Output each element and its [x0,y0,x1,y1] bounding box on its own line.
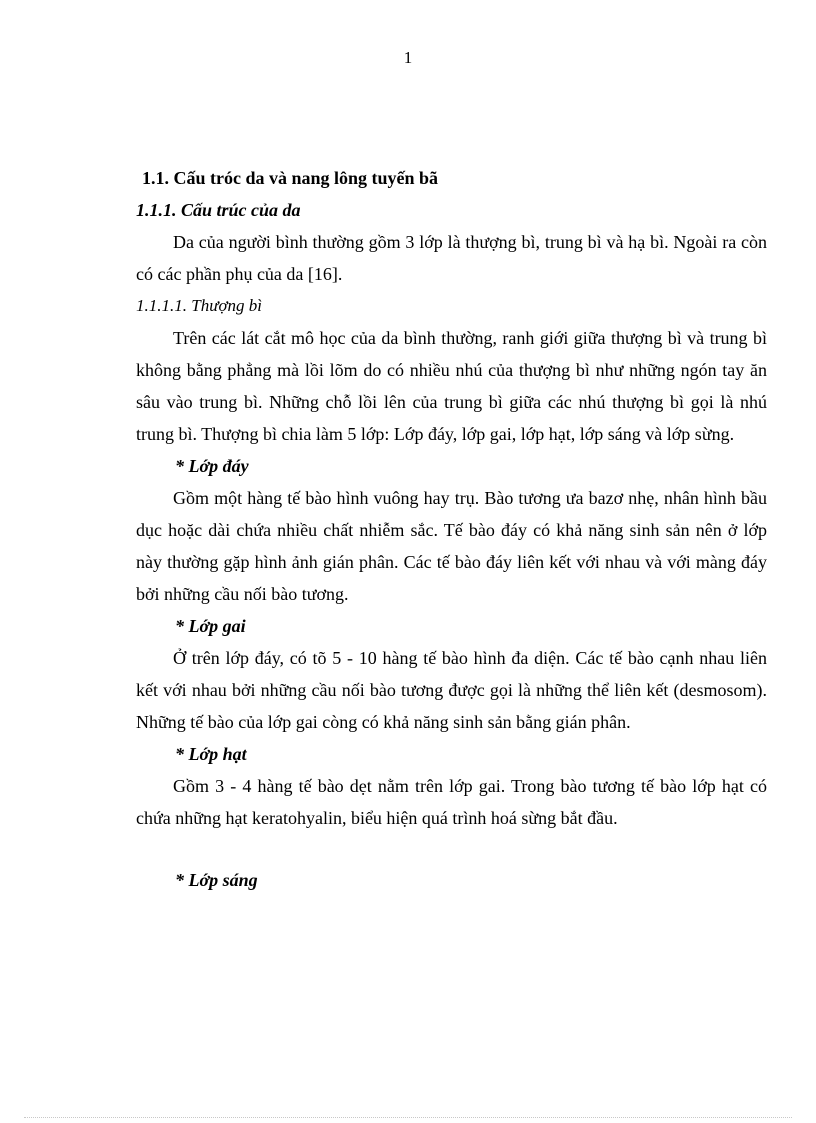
layer-heading-basal: * Lớp đáy [175,456,249,476]
subsubsection-heading: 1.1.1.1. Thượng bì [136,296,263,315]
epidermis-intro-paragraph: Trên các lát cắt mô học của da bình thường, ranh giới giữa thượng bì và trung bì không bằng phẳng mà lồi lõm do có nhiều nhú của thượng bì như những ngón tay ăn sâu vào trung bì. Những chỗ lồi lên của trung bì giữa các nhú thượng bì gọi là nhú trung bì. Thượng bì chia làm 5 lớp: Lớp đáy, lớp gai, lớp hạt, lớp sáng và lớp sừng. [136,328,767,444]
subsection-intro-paragraph: Da của người bình thường gồm 3 lớp là thượng bì, trung bì và hạ bì. Ngoài ra còn có các phần phụ của da [16]. [136,232,767,284]
page-number: 1 [403,48,413,67]
layer-paragraph-spinous: Ở trên lớp đáy, có tõ 5 - 10 hàng tế bào hình đa diện. Các tế bào cạnh nhau liên kết với nhau bởi những cầu nối bào tương được gọi là những thể liên kết (desmosom). Những tế bào của lớp gai còng có khả năng sinh sản bằng gián phân. [136,648,767,732]
section-heading: 1.1. Cấu tróc da và nang lông tuyến bã [142,168,439,188]
page-bottom-divider [24,1117,792,1118]
layer-paragraph-basal: Gồm một hàng tế bào hình vuông hay trụ. Bào tương ưa bazơ nhẹ, nhân hình bầu dục hoặc dài chứa nhiều chất nhiễm sắc. Tế bào đáy có khả năng sinh sản nên ở lớp này thường gặp hình ảnh gián phân. Các tế bào đáy liên kết với nhau và với màng đáy bởi những cầu nối bào tương. [136,488,767,604]
paragraph-gap [136,834,767,864]
subsection-heading: 1.1.1. Cấu trúc của da [136,200,301,220]
layer-heading-lucidum: * Lớp sáng [175,870,258,890]
page-content [136,162,767,896]
layer-heading-spinous: * Lớp gai [175,616,246,636]
layer-paragraph-granular: Gồm 3 - 4 hàng tế bào dẹt nằm trên lớp gai. Trong bào tương tế bào lớp hạt có chứa những hạt keratohyalin, biểu hiện quá trình hoá sừng bắt đầu. [136,776,767,828]
layer-heading-granular: * Lớp hạt [175,744,247,764]
